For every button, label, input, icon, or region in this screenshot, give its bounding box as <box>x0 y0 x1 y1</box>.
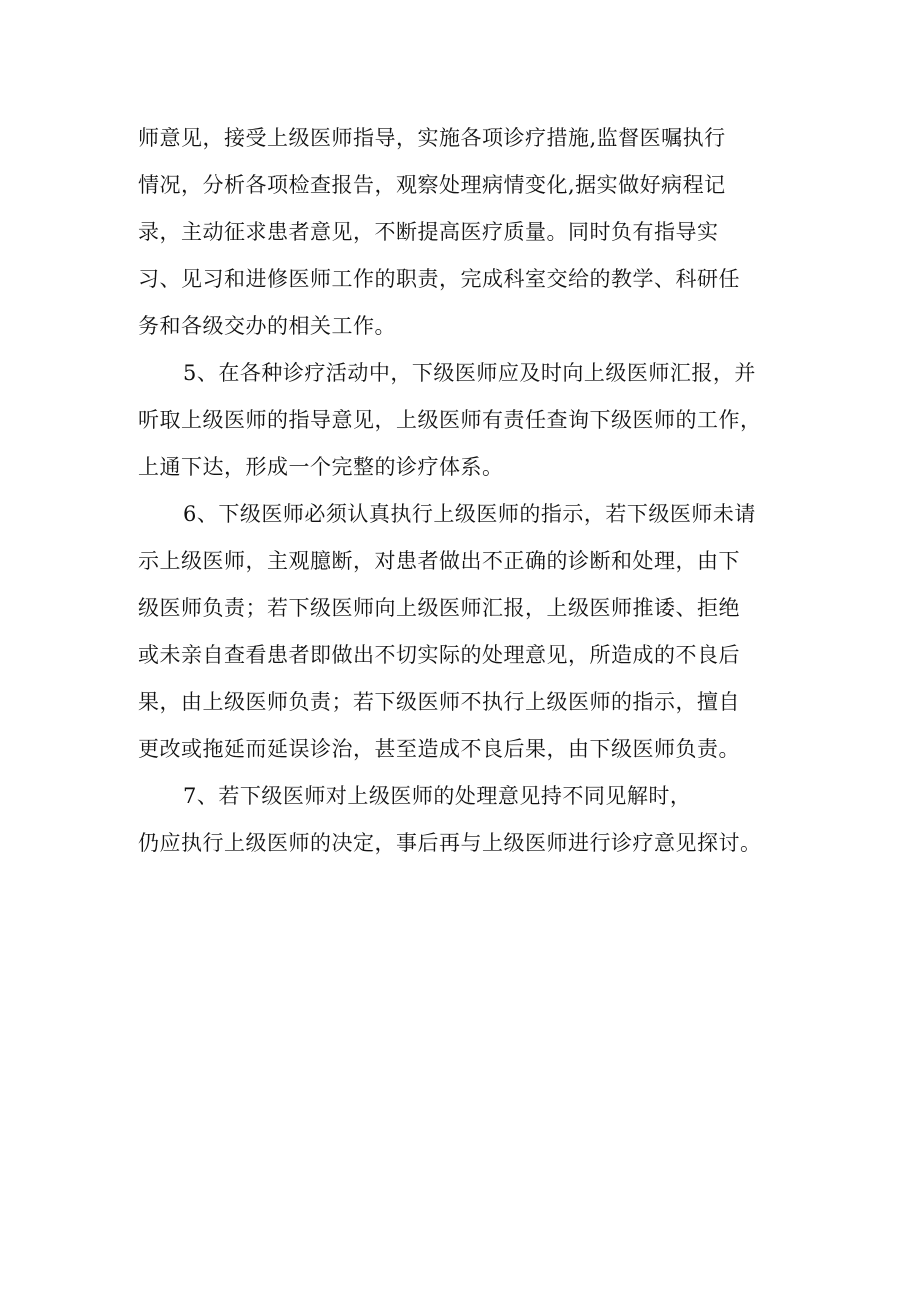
text-line: 师意见，接受上级医师指导，实施各项诊疗措施,监督医嘱执行 <box>138 126 726 150</box>
text-line: 听取上级医师的指导意见，上级医师有责任查询下级医师的工作， <box>138 408 762 432</box>
text-line: 习、见习和进修医师工作的职责，完成科室交给的教学、科研任 <box>138 267 740 291</box>
paragraph-6-start: 6、下级医师必须认真执行上级医师的指示，若下级医师未请 <box>183 502 756 526</box>
text-line: 录，主动征求患者意见，不断提高医疗质量。同时负有指导实 <box>138 220 719 244</box>
text-line: 果，由上级医师负责；若下级医师不执行上级医师的指示，擅自 <box>138 690 740 714</box>
text-line: 或未亲自查看患者即做出不切实际的处理意见，所造成的不良后 <box>138 643 740 667</box>
text-line: 仍应执行上级医师的决定，事后再与上级医师进行诊疗意见探讨。 <box>138 831 762 855</box>
text-line: 上通下达，形成一个完整的诊疗体系。 <box>138 455 504 479</box>
text-line: 务和各级交办的相关工作。 <box>138 314 396 338</box>
text-line: 情况，分析各项检查报告，观察处理病情变化,据实做好病程记 <box>138 173 726 197</box>
text-line: 级医师负责；若下级医师向上级医师汇报，上级医师推诿、拒绝 <box>138 596 740 620</box>
paragraph-5-start: 5、在各种诊疗活动中，下级医师应及时向上级医师汇报，并 <box>183 361 756 385</box>
paragraph-7-start: 7、若下级医师对上级医师的处理意见持不同见解时， <box>183 784 692 808</box>
text-line: 更改或拖延而延误诊治，甚至造成不良后果，由下级医师负责。 <box>138 737 740 761</box>
text-line: 示上级医师，主观臆断，对患者做出不正确的诊断和处理，由下 <box>138 549 740 573</box>
